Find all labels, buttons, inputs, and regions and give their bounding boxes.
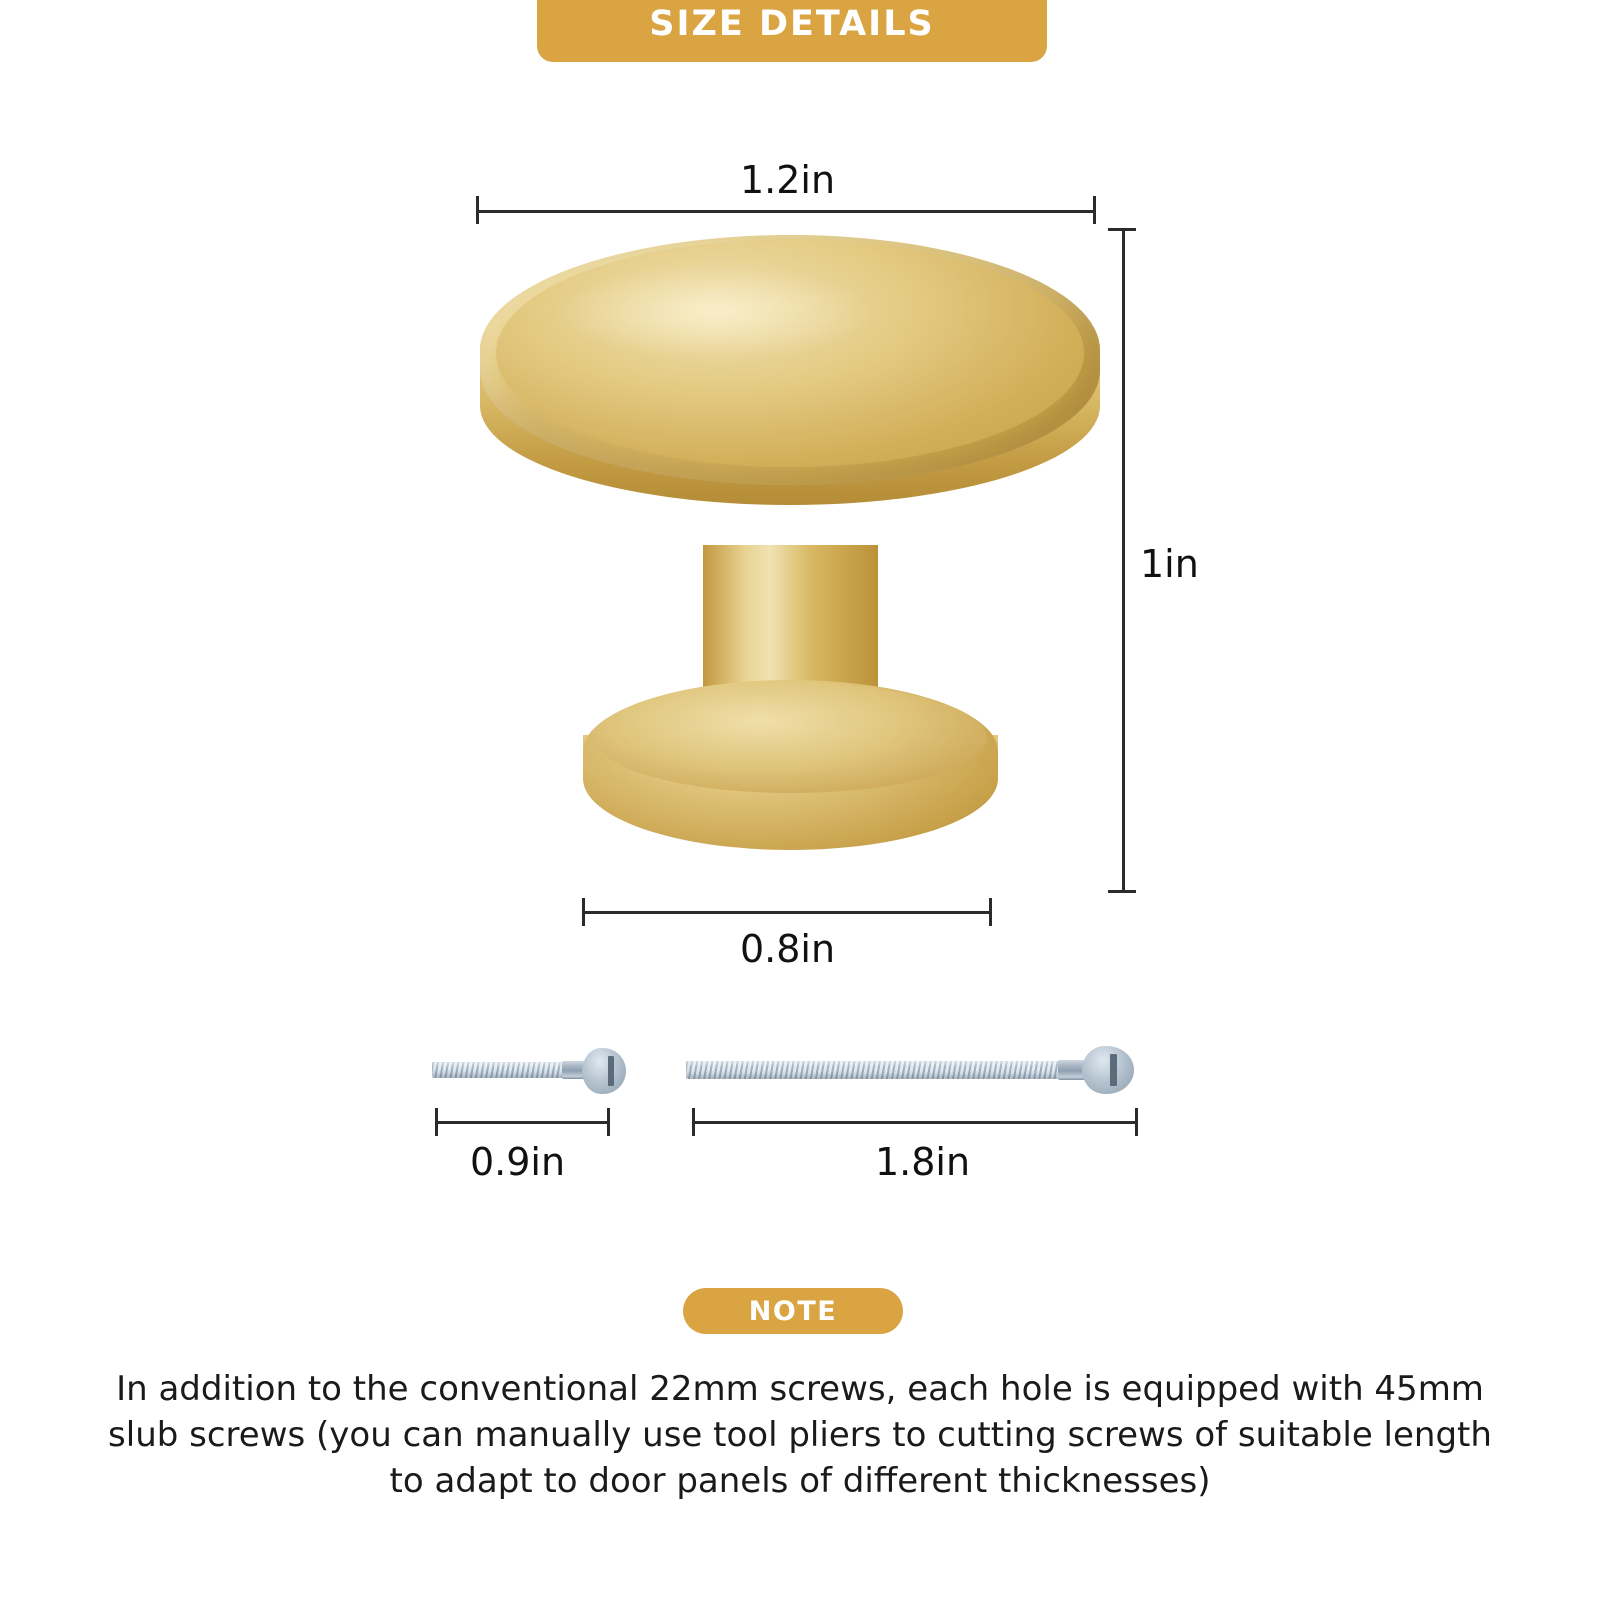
knob-illustration	[460, 225, 1120, 895]
long-screw-head	[1082, 1046, 1134, 1094]
short-screw-tick-right	[607, 1108, 610, 1136]
knob-base-width-tick-left	[582, 898, 585, 926]
knob-height-label: 1in	[1140, 542, 1199, 586]
short-screw-dim-line	[435, 1121, 610, 1124]
short-screw	[432, 1048, 622, 1094]
knob-cap-highlight	[550, 265, 880, 360]
knob-top-width-line	[476, 210, 1096, 213]
long-screw-tick-right	[1135, 1108, 1138, 1136]
note-text: In addition to the conventional 22mm screws, each hole is equipped with 45mm slub screws (you can manually use tool pliers to cutting screws of suitable length to adapt to door panels of different thicknesses)	[108, 1369, 1492, 1501]
knob-base-width-tick-right	[989, 898, 992, 926]
note-badge: NOTE	[683, 1288, 903, 1334]
long-screw-tick-left	[692, 1108, 695, 1136]
short-screw-tick-left	[435, 1108, 438, 1136]
knob-height-line	[1122, 228, 1125, 893]
knob-height-tick-top	[1108, 228, 1136, 231]
long-screw-threads	[686, 1061, 1068, 1079]
short-screw-length-label: 0.9in	[470, 1140, 566, 1184]
knob-top-width-label: 1.2in	[740, 158, 836, 202]
size-details-badge: SIZE DETAILS	[537, 0, 1047, 62]
knob-top-width-tick-right	[1093, 196, 1096, 224]
knob-height-tick-bottom	[1108, 890, 1136, 893]
long-screw-length-label: 1.8in	[875, 1140, 971, 1184]
knob-base-top-surface	[595, 683, 987, 793]
short-screw-slot	[608, 1056, 614, 1086]
short-screw-threads	[432, 1062, 570, 1078]
long-screw-dim-line	[692, 1121, 1138, 1124]
knob-base-width-label: 0.8in	[740, 927, 836, 971]
knob-base-width-line	[582, 911, 992, 914]
long-screw	[686, 1046, 1138, 1094]
short-screw-head	[582, 1048, 626, 1094]
long-screw-slot	[1110, 1054, 1117, 1086]
knob-top-width-tick-left	[476, 196, 479, 224]
